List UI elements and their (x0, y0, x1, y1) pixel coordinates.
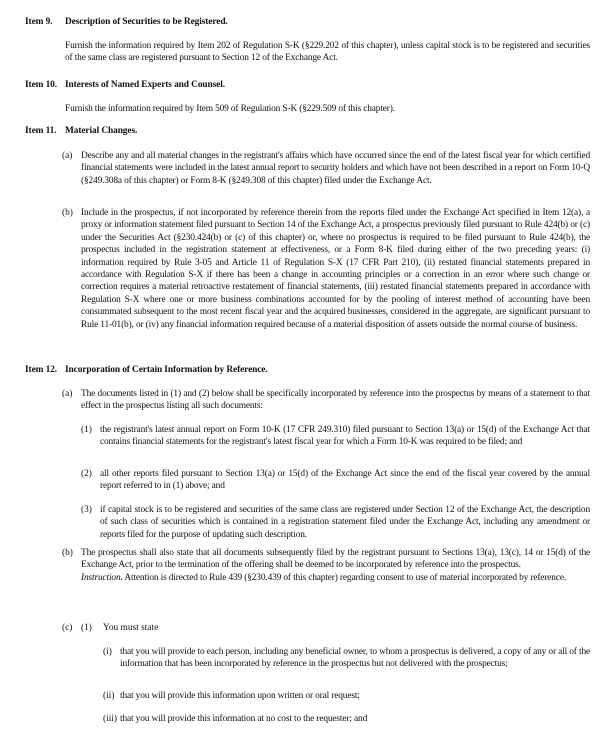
item-12-title: Incorporation of Certain Information by Reference. (65, 365, 268, 375)
item-11-number: Item 11. (25, 126, 57, 136)
item-12-a-text: The documents listed in (1) and (2) below shall be specifically incorporated by reference into the prospectus by means of a statement to that effect in the prospectus listing all such documents: (81, 389, 590, 412)
item-12-a-3-label: (3) (81, 505, 92, 515)
item-12-number: Item 12. (25, 365, 58, 375)
item-11-heading (25, 125, 137, 137)
item-12-a-2-label: (2) (81, 469, 92, 479)
item-12-c-iii-text: that you will provide this information at no cost to the requester; and (120, 714, 368, 724)
item-11-b-label: (b) (62, 208, 73, 218)
item-12-b-body: The prospectus shall also state that all documents subsequently filed by the registrant pursuant to Sections 13(a), 13(c), 14 or 15(d) of the Exchange Act, prior to the termination of the offering shall be deemed to be incorporated by reference into the prospectus. (81, 548, 590, 571)
item-11-a-label: (a) (62, 151, 73, 161)
item-12-a-3-text: if capital stock is to be registered and securities of the same class are registered under Section 12 of the Exchange Act, the description of such class of securities which is contained in a registration statement filed under the Exchange Act, including any amendment or reports filed for the purpose of updating such description. (100, 505, 590, 540)
item-11-b-text: Include in the prospectus, if not incorporated by reference therein from the reports filed under the Exchange Act specified in Item 12(a), a proxy or information statement filed pursuant to Section 14 of the Exchange Act, a prospectus previously filed pursuant to Rule 424(b) or (c) under the Securities Act (§230.424(b) or (c) of this chapter) or, where no prospectus is required to be filed pursuant to Rule 424(b), the prospectus included in the registration statement at effectiveness, or a Form 8-K filed during either of the two preceding years: (i) information required by Rule 3-05 and Article 11 of Regulation S-X (17 CFR Part 210), (ii) restated financial statements prepared in accordance with Regulation S-X if there has been a change in accounting principles or a correction in an error where such change or correction requires a material retroactive restatement of financial statements, (iii) restated financial statements prepared in accordance with Regulation S-X where one or more business combinations accounted for by the pooling of interest method of accounting have been consummated subsequent to the most recent fiscal year and the acquired businesses, considered in the aggregate, are significant pursuant to Rule 11-01(b), or (iv) any financial information required because of a material disposition of assets outside the normal course of business. (81, 208, 590, 330)
item-9-body: Furnish the information required by Item 202 of Regulation S-K (§229.202 of this chapter), unless capital stock is to be registered and securities of the same class are registered pursuant to Section 12 of the Exchange Act. (65, 41, 590, 64)
item-10-body: Furnish the information required by Item 509 of Regulation S-K (§229.509 of this chapter). (65, 104, 395, 114)
item-10-heading (25, 79, 225, 91)
item-12-c-ii-label: (ii) (103, 691, 115, 701)
item-12-b-label: (b) (62, 548, 73, 558)
item-12-a-label: (a) (62, 389, 73, 399)
instruction-label: Instruction. (81, 572, 123, 583)
item-12-a-1-text: the registrant's latest annual report on Form 10-K (17 CFR 249.310) filed pursuant to Section 13(a) or 15(d) of the Exchange Act that contains financial statements for the registrant's latest fiscal year for which a Form 10-K was required to be filed; and (100, 425, 590, 448)
item-12-c-iii-label: (iii) (103, 714, 118, 724)
item-12-heading (25, 364, 268, 376)
item-12-c-1-label: (1) (81, 623, 92, 633)
item-12-c-ii-text: that you will provide this information upon written or oral request; (120, 691, 360, 701)
item-9-heading (25, 16, 228, 28)
item-9-number: Item 9. (25, 17, 53, 27)
item-10-number: Item 10. (25, 80, 58, 90)
item-12-a-1-label: (1) (81, 425, 92, 435)
item-12-c-i-text: that you will provide to each person, including any beneficial owner, to whom a prospectus is delivered, a copy of any or all of the information that has been incorporated by reference in the prospectus but not delivered with the prospectus; (120, 647, 590, 670)
item-11-a-text: Describe any and all material changes in the registrant's affairs which have occurred since the end of the latest fiscal year for which certified financial statements were included in the latest annual report to security holders and which have not been described in a report on Form 10-Q (§249.308a of this chapter) or Form 8-K (§249.308 of this chapter) filed under the Exchange Act. (81, 151, 590, 186)
item-12-c-label: (c) (62, 623, 73, 633)
item-12-c-i-label: (i) (103, 647, 112, 657)
item-11-title: Material Changes. (65, 126, 138, 136)
item-12-c-1-text: You must state (103, 623, 159, 633)
item-12-a-2-text: all other reports filed pursuant to Section 13(a) or 15(d) of the Exchange Act since the end of the fiscal year covered by the annual report referred to in (1) above; and (100, 469, 590, 492)
item-10-title: Interests of Named Experts and Counsel. (65, 80, 225, 90)
instruction-text: Attention is directed to Rule 439 (§230.439 of this chapter) regarding consent to use of material incorporated by reference. (122, 572, 567, 583)
item-9-title: Description of Securities to be Registered. (65, 17, 228, 27)
item-12-b-text (81, 547, 590, 584)
